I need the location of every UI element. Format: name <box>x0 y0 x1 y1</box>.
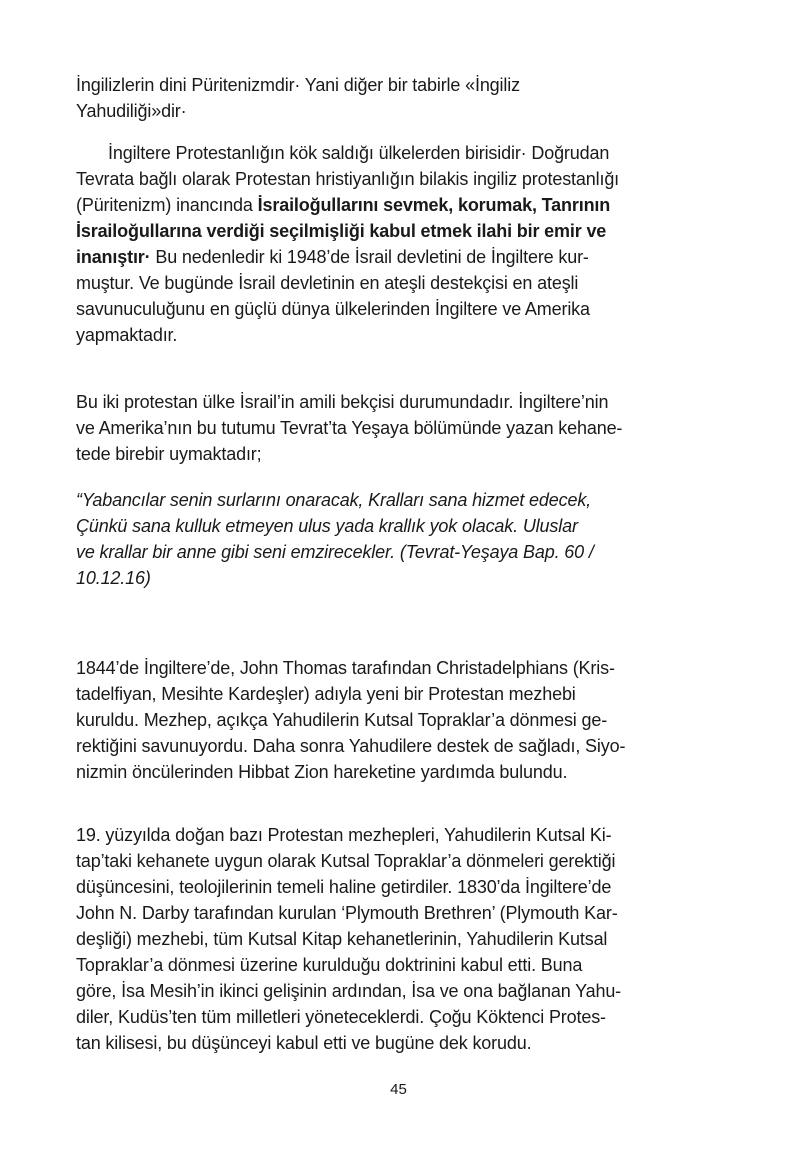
text-line <box>76 733 736 759</box>
text-segment: ve krallar bir anne gibi seni emzirecekler. (Tevrat-Yeşaya Bap. 60 / <box>76 542 594 562</box>
text-line <box>76 322 736 348</box>
text-segment: kuruldu. Mezhep, açıkça Yahudilerin Kutsal Topraklar’a dönmesi ge- <box>76 710 608 730</box>
text-line <box>76 218 736 244</box>
text-line <box>76 270 736 296</box>
text-line <box>76 296 736 322</box>
text-line <box>76 539 736 565</box>
text-line <box>76 848 736 874</box>
text-line <box>76 1004 736 1030</box>
text-segment: İngilizlerin dini Püritenizmdir· Yani diğer bir tabirle «İngiliz <box>76 75 520 95</box>
text-line <box>76 192 736 218</box>
text-segment: diler, Kudüs’ten tüm milletleri yöneteceklerdi. Çoğu Köktenci Protes- <box>76 1007 606 1027</box>
text-line <box>76 415 736 441</box>
text-segment: John N. Darby tarafından kurulan ‘Plymouth Brethren’ (Plymouth Kar- <box>76 903 618 923</box>
text-segment: İngiltere Protestanlığın kök saldığı ülkelerden birisidir· Doğrudan <box>108 143 610 163</box>
text-segment: Tevrata bağlı olarak Protestan hristiyanlığın bilakis ingiliz protestanlığı <box>76 169 620 189</box>
text-segment: tede birebir uymaktadır; <box>76 444 262 464</box>
text-line <box>76 513 736 539</box>
quote-tevrat-yesaya <box>76 487 736 591</box>
paragraph-england-protestantism <box>76 140 736 348</box>
text-line <box>76 389 736 415</box>
text-line <box>76 978 736 1004</box>
text-segment: 1844’de İngiltere’de, John Thomas tarafından Christadelphians (Kris- <box>76 658 615 678</box>
text-line <box>76 441 736 467</box>
text-line <box>76 487 736 513</box>
paragraph-plymouth-brethren <box>76 822 736 1056</box>
text-line <box>76 926 736 952</box>
text-segment: Bu iki protestan ülke İsrail’in amili bekçisi durumundadır. İngiltere’nin <box>76 392 609 412</box>
page-number: 45 <box>390 1081 407 1098</box>
text-line <box>76 874 736 900</box>
text-segment: nizmin öncülerinden Hibbat Zion hareketine yardımda bulundu. <box>76 762 568 782</box>
text-segment: muştur. Ve bugünde İsrail devletinin en ateşli destekçisi en ateşli <box>76 273 579 293</box>
text-segment: tan kilisesi, bu düşünceyi kabul etti ve bugüne dek korudu. <box>76 1033 532 1053</box>
text-line <box>76 166 736 192</box>
text-segment: 10.12.16) <box>76 568 151 588</box>
text-line <box>76 759 736 785</box>
text-line <box>76 822 736 848</box>
text-line <box>76 98 736 124</box>
bold-text: İsrailoğullarını sevmek, korumak, Tanrının <box>257 195 611 215</box>
text-line <box>76 707 736 733</box>
text-line <box>76 1030 736 1056</box>
text-line <box>76 681 736 707</box>
text-line <box>76 900 736 926</box>
text-segment: Bu nedenledir ki 1948’de İsrail devletini de İngiltere kur- <box>150 247 589 267</box>
paragraph-protestant-countries <box>76 389 736 467</box>
text-line <box>76 244 736 270</box>
text-segment: (Püritenizm) inancında <box>76 195 258 215</box>
text-segment: savunuculuğunu en güçlü dünya ülkelerinden İngiltere ve Amerika <box>76 299 590 319</box>
text-line <box>76 655 736 681</box>
text-segment: tadelfiyan, Mesihte Kardeşler) adıyla yeni bir Protestan mezhebi <box>76 684 576 704</box>
text-segment: deşliği) mezhebi, tüm Kutsal Kitap kehanetlerinin, Yahudilerin Kutsal <box>76 929 608 949</box>
text-segment: tap’taki kehanete uygun olarak Kutsal Topraklar’a dönmeleri gerektiği <box>76 851 616 871</box>
text-segment: 19. yüzyılda doğan bazı Protestan mezhepleri, Yahudilerin Kutsal Ki- <box>76 825 612 845</box>
text-segment: düşüncesini, teolojilerinin temeli haline getirdiler. 1830’da İngiltere’de <box>76 877 612 897</box>
text-line <box>76 952 736 978</box>
text-segment: Çünkü sana kulluk etmeyen ulus yada krallık yok olacak. Uluslar <box>76 516 578 536</box>
paragraph-christadelphians <box>76 655 736 785</box>
text-segment: yapmaktadır. <box>76 325 178 345</box>
text-segment: ve Amerika’nın bu tutumu Tevrat’ta Yeşaya bölümünde yazan kehane- <box>76 418 623 438</box>
text-line <box>76 140 736 166</box>
text-segment: Topraklar’a dönmesi üzerine kurulduğu doktrinini kabul etti. Buna <box>76 955 583 975</box>
text-segment: rektiğini savunuyordu. Daha sonra Yahudilere destek de sağladı, Siyo- <box>76 736 626 756</box>
text-segment: Yahudiliği»dir· <box>76 101 187 121</box>
text-line <box>76 72 736 98</box>
bold-text: inanıştır· <box>76 247 151 267</box>
paragraph-intro <box>76 72 736 124</box>
text-line <box>76 565 736 591</box>
text-segment: “Yabancılar senin surlarını onaracak, Kralları sana hizmet edecek, <box>76 490 592 510</box>
text-segment: göre, İsa Mesih’in ikinci gelişinin ardından, İsa ve ona bağlanan Yahu- <box>76 981 622 1001</box>
bold-text: İsrailoğullarına verdiği seçilmişliği kabul etmek ilahi bir emir ve <box>76 221 607 241</box>
